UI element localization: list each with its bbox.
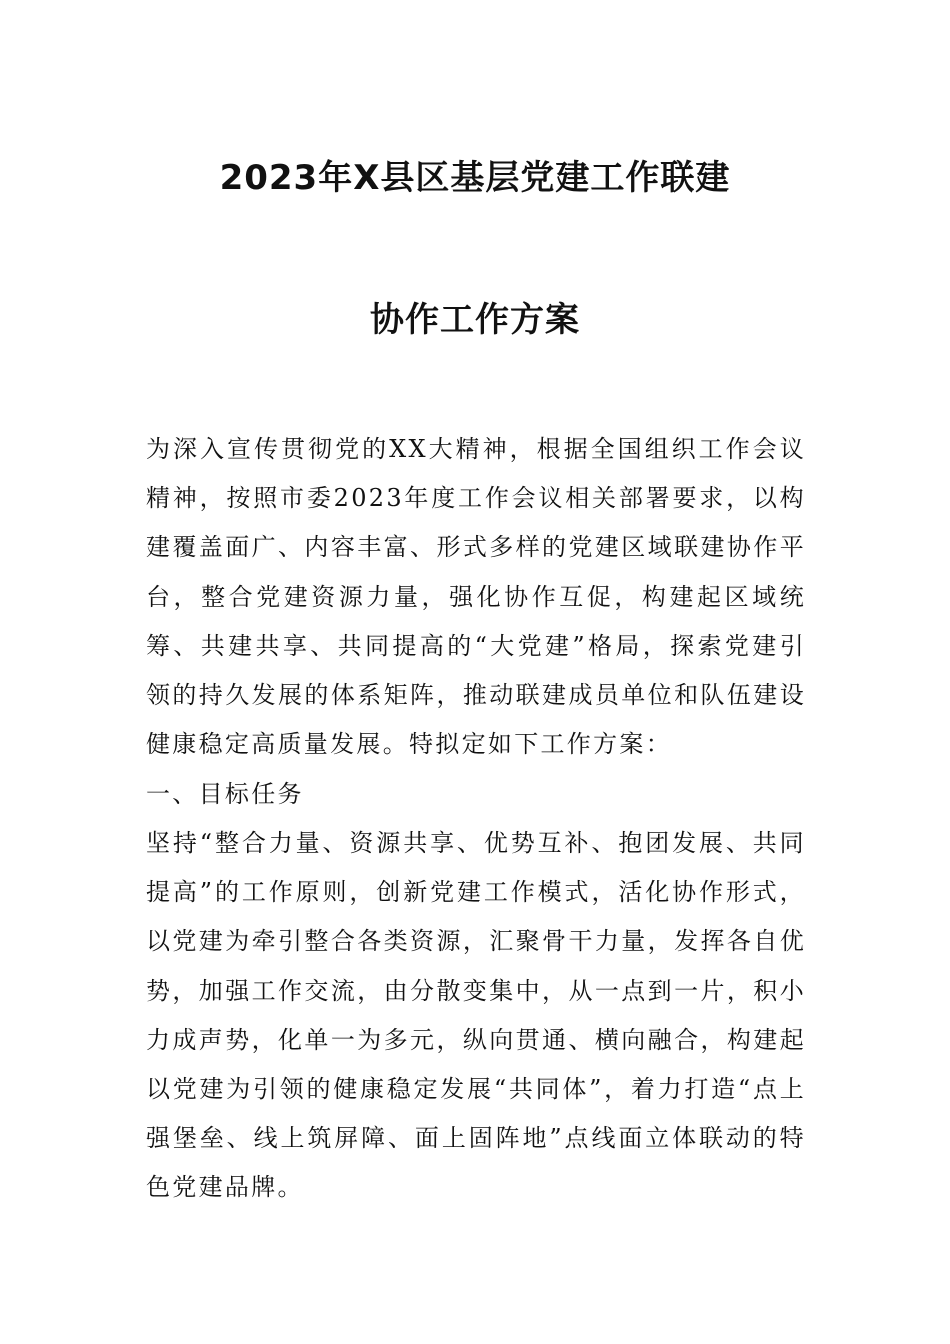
document-title-line-1: 2023年X县区基层党建工作联建 [219, 158, 731, 198]
intro-paragraph: 为深入宣传贯彻党的XX大精神，根据全国组织工作会议精神，按照市委2023年度工作会议相关部署要求，以构建覆盖面广、内容丰富、形式多样的党建区域联建协作平台，整合党建资源力量，强化协作互促，构建起区域统筹、共建共享、共同提高的“大党建”格局，探索党建引领的持久发展的体系矩阵，推动联建成员单位和队伍建设健康稳定高质量发展。特拟定如下工作方案： [146, 435, 806, 759]
section-heading-objectives: 一、目标任务 [146, 780, 304, 808]
objectives-paragraph: 坚持“整合力量、资源共享、优势互补、抱团发展、共同提高”的工作原则，创新党建工作模式，活化协作形式，以党建为牵引整合各类资源，汇聚骨干力量，发挥各自优势，加强工作交流，由分散变集中，从一点到一片，积小力成声势，化单一为多元，纵向贯通、横向融合，构建起以党建为引领的健康稳定发展“共同体”，着力打造“点上强堡垒、线上筑屏障、面上固阵地”点线面立体联动的特色党建品牌。 [146, 829, 806, 1202]
document-title-line-2: 协作工作方案 [370, 300, 580, 340]
